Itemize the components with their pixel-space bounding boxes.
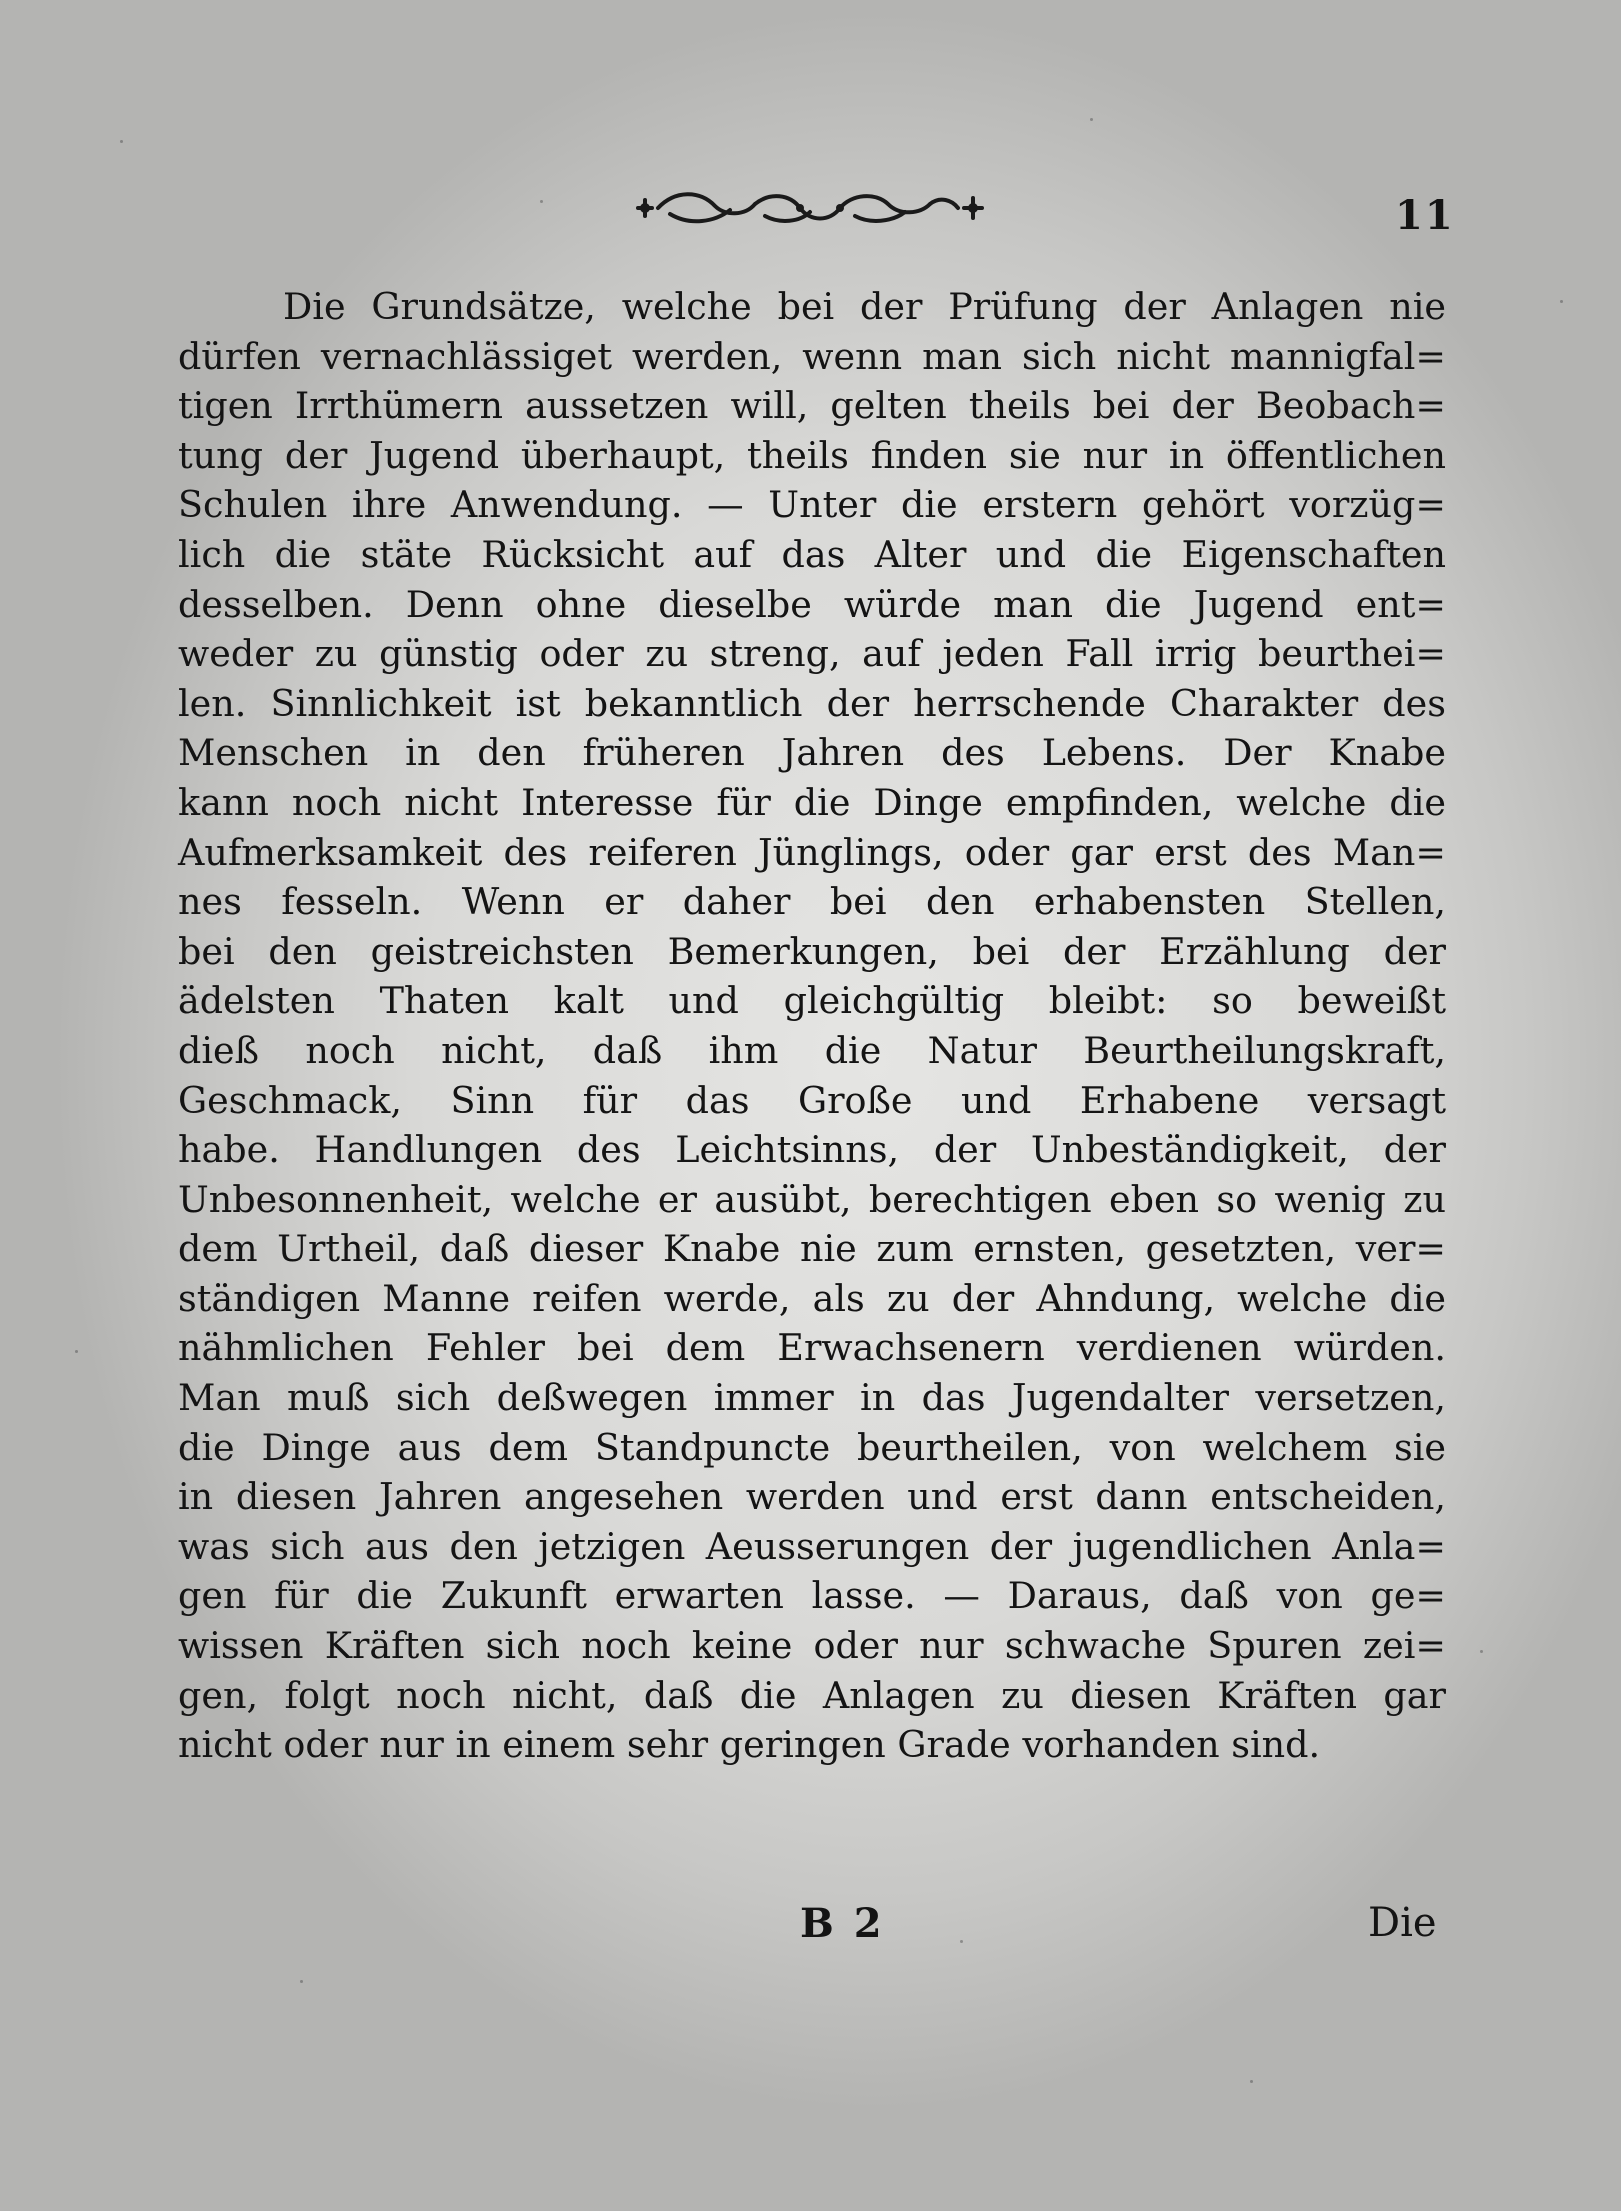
- text-line: in diesen Jahren angesehen werden und erst dann entscheiden,: [178, 1475, 1446, 1519]
- text-line: die Dinge aus dem Standpuncte beurtheilen, von welchem sie: [178, 1425, 1446, 1469]
- text-line: nicht oder nur in einem sehr geringen Grade vorhanden sind.: [178, 1723, 1321, 1767]
- text-line: was sich aus den jetzigen Aeusserungen der jugendlichen Anla=: [178, 1524, 1446, 1568]
- paper-speck: [300, 1980, 303, 1983]
- text-line: weder zu günstig oder zu streng, auf jeden Fall irrig beurthei=: [178, 632, 1446, 676]
- paper-speck: [1250, 2080, 1253, 2083]
- text-line: Man muß sich deßwegen immer in das Jugendalter versetzen,: [178, 1376, 1446, 1420]
- text-line: Unbesonnenheit, welche er ausübt, berechtigen eben so wenig zu: [178, 1177, 1446, 1221]
- text-line: wissen Kräften sich noch keine oder nur schwache Spuren zei=: [178, 1624, 1446, 1668]
- text-line: nähmlichen Fehler bei dem Erwachsenern verdienen würden.: [178, 1326, 1446, 1370]
- paper-speck: [1480, 1650, 1483, 1653]
- body-text: [178, 282, 1446, 1770]
- signature-mark: B 2: [800, 1900, 885, 1947]
- text-line: Schulen ihre Anwendung. — Unter die erstern gehört vorzüg=: [178, 483, 1446, 527]
- paper-speck: [540, 200, 543, 203]
- text-line: dürfen vernachlässiget werden, wenn man sich nicht mannigfal=: [178, 334, 1446, 378]
- text-line: Aufmerksamkeit des reiferen Jünglings, oder gar erst des Man=: [178, 830, 1446, 874]
- text-line: dieß noch nicht, daß ihm die Natur Beurtheilungskraft,: [178, 1028, 1446, 1072]
- text-line: lich die stäte Rücksicht auf das Alter und die Eigenschaften: [178, 532, 1446, 576]
- decorative-ornament-icon: [630, 178, 990, 238]
- paper-speck: [960, 1940, 963, 1943]
- text-line: len. Sinnlichkeit ist bekanntlich der herrschende Charakter des: [178, 681, 1446, 725]
- paper-speck: [75, 1350, 78, 1353]
- text-line: gen für die Zukunft erwarten lasse. — Daraus, daß von ge=: [178, 1574, 1446, 1618]
- text-line: desselben. Denn ohne dieselbe würde man die Jugend ent=: [178, 582, 1446, 626]
- text-line: gen, folgt noch nicht, daß die Anlagen zu diesen Kräften gar: [178, 1673, 1446, 1717]
- text-line: ädelsten Thaten kalt und gleichgültig bleibt: so beweißt: [178, 979, 1446, 1023]
- text-line: tigen Irrthümern aussetzen will, gelten theils bei der Beobach=: [178, 384, 1446, 428]
- text-line: dem Urtheil, daß dieser Knabe nie zum ernsten, gesetzten, ver=: [178, 1227, 1446, 1271]
- text-line: ständigen Manne reifen werde, als zu der Ahndung, welche die: [178, 1276, 1446, 1320]
- text-line: Die Grundsätze, welche bei der Prüfung der Anlagen nie: [283, 285, 1446, 328]
- paper-speck: [1090, 118, 1093, 121]
- paper-speck: [120, 140, 123, 143]
- text-line: tung der Jugend überhaupt, theils finden sie nur in öffentlichen: [178, 433, 1446, 477]
- text-line: Menschen in den früheren Jahren des Lebens. Der Knabe: [178, 731, 1446, 775]
- text-line: bei den geistreichsten Bemerkungen, bei der Erzählung der: [178, 929, 1446, 973]
- text-line: nes fesseln. Wenn er daher bei den erhabensten Stellen,: [178, 880, 1446, 924]
- text-line: kann noch nicht Interesse für die Dinge empfinden, welche die: [178, 780, 1446, 824]
- page-number: 11: [1395, 192, 1455, 239]
- text-line: Geschmack, Sinn für das Große und Erhabene versagt: [178, 1078, 1446, 1122]
- paper-speck: [1560, 300, 1563, 303]
- text-line: habe. Handlungen des Leichtsinns, der Unbeständigkeit, der: [178, 1128, 1446, 1172]
- catchword: Die: [1368, 1900, 1437, 1946]
